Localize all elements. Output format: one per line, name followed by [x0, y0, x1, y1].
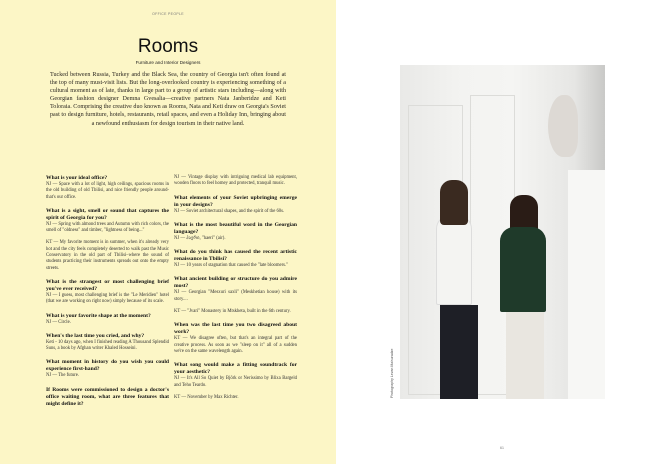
- sculpture: [548, 95, 578, 157]
- interview-answer: NJ — 10 years of stagnation that caused the "late bloomers.": [174, 263, 289, 269]
- interview-answer: KT — We disagree often, but that's an integral part of the creative process. As soon as we "sleep on it" all of a sudden we're on the same wavelength again.: [174, 336, 297, 354]
- interview-question: What do you think has caused the recent artistic renaissance in Tbilisi?: [174, 249, 297, 263]
- interview-question: What is your ideal office?: [46, 175, 108, 181]
- interview-question: If Rooms were commissioned to design a doctor's office waiting room, what are three features that might define it?: [46, 386, 169, 407]
- interview-question: What is the strangest or most challenging brief you've ever received?: [46, 278, 169, 292]
- article-subtitle: Furniture and Interior Designers: [135, 60, 201, 65]
- interview-answer: KT — My favorite moment is in summer, when it's already very hot and the city feels completely deserted to walk past the Music Conservatory in the old part of Tbilisi–where the sound of students practicing their instruments spreads out onto the empty streets.: [46, 240, 169, 271]
- interview-answer: NJ — ჰაერი, "haeri" (air).: [174, 235, 226, 241]
- photo-credit: Photography Levan Maisuradze: [390, 348, 394, 398]
- interview-answer: NJ — I guess, most challenging brief is the "Le Meridien" hotel (that we are working on right now) simply because of its scale.: [46, 292, 169, 305]
- intro-paragraph: Tucked between Russia, Turkey and the Black Sea, the country of Georgia isn't often found at the top of many must-visit lists. But the long-overlooked country is experiencing something of a cultural moment as of late, thanks in large part to a group of artistic stars including—along with Georgian fashion designer Demna Gvesalia—creative partners Nata Janberidze and Keti Toloraia. Comprising the creative duo known as Rooms, Nata and Keti draw on Georgia's Soviet past to design furniture, hotels, restaurants, retail spaces, and even a Holiday Inn, bringing about a newfound enthusiasm for design tourism in their native land.: [50, 72, 286, 127]
- interview-answer: KT — "Jvari" Monastery in Mtskheta, built in the 6th century.: [174, 309, 291, 315]
- interview-question: What moment in history do you wish you could experience first-hand?: [46, 359, 169, 373]
- interview-answer: NJ — Space with a lot of light, high ceilings, spacious rooms in the old building of old Tbilisi, and nice friendly people around- that's our office.: [46, 182, 169, 200]
- interview-column-1: [46, 175, 169, 408]
- interview-answer: Keti - 10 days ago, when I finished reading A Thousand Splendid Suns, a book by Afghan writer Khaled Hosseini.: [46, 339, 169, 352]
- interview-column-2: [174, 175, 297, 401]
- article-title: Rooms: [137, 36, 199, 57]
- interview-answer: NJ — It's All So Quiet by Björk or Nerissimo by Blixa Bargeld and Teho Teardo.: [174, 376, 297, 388]
- interview-question: When was the last time you two disagreed about work?: [174, 322, 297, 336]
- interview-answer: KT — November by Max Richter.: [174, 394, 239, 400]
- interview-answer: NJ — The future.: [46, 373, 79, 379]
- interview-answer: NJ — Soviet architectural shapes, and the spirit of the 60s.: [174, 208, 285, 214]
- section-kicker: OFFICE PEOPLE: [152, 12, 184, 16]
- interview-answer: NJ — Spring with almond trees and Autumn with rich colors, the smell of "oldness" and timber, "lightness of being...": [46, 221, 169, 234]
- interview-question: What ancient building or structure do you admire most?: [174, 276, 297, 290]
- interview-question: When's the last time you cried, and why?: [46, 332, 145, 339]
- interview-question: What song would make a fitting soundtrack for your aesthetic?: [174, 362, 297, 376]
- page-number: 61: [500, 446, 504, 450]
- interview-question: What elements of your Soviet upbringing emerge in your designs?: [174, 194, 297, 208]
- interview-answer: NJ — Vintage display with intriguing medical lab equipment, wooden floors to feel homey and protected, tranquil music.: [174, 175, 297, 187]
- portrait-photo: [400, 65, 605, 399]
- interview-answer: NJ — Circle.: [46, 319, 71, 325]
- interview-question: What is a sight, smell or sound that captures the spirit of Georgia for you?: [46, 207, 169, 221]
- interview-question: What is the most beautiful word in the Georgian language?: [174, 221, 297, 235]
- interview-answer: NJ — Georgian "Mesxuri saxli" (Meskhetian house) with its story....: [174, 290, 297, 302]
- interview-question: What is your favorite shape at the moment?: [46, 312, 151, 319]
